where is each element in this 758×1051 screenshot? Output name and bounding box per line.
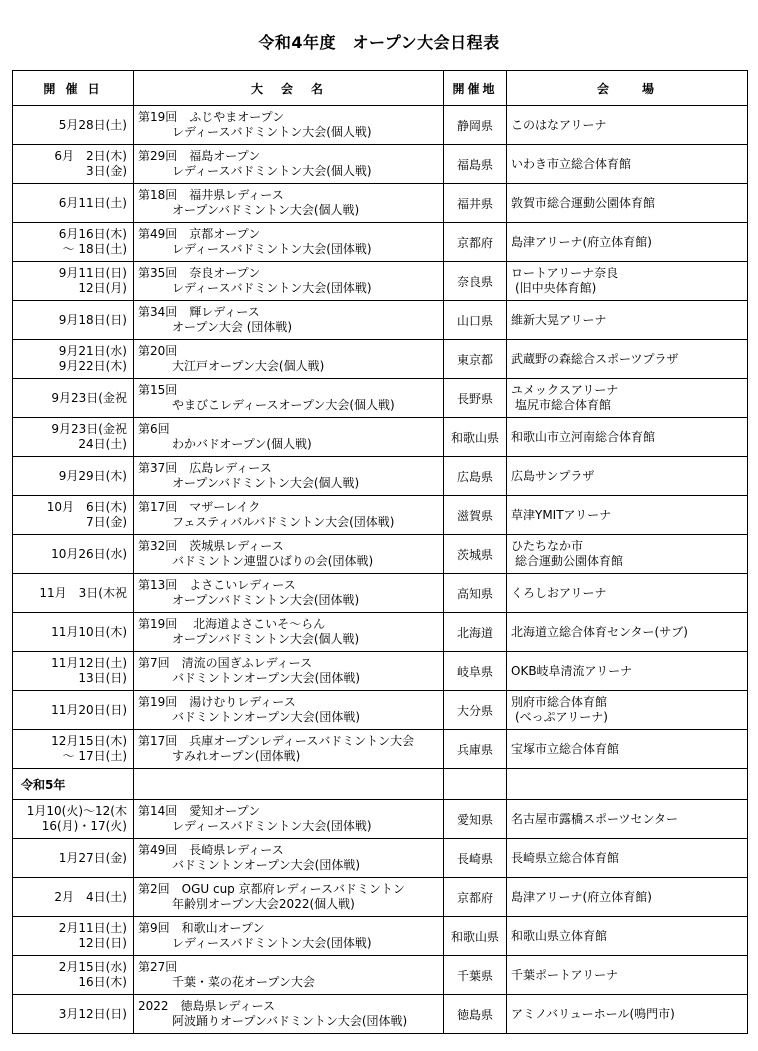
- event-name-cell-line: フェスティバルバドミントン大会(団体戦): [172, 515, 395, 529]
- venue-cell: [507, 535, 748, 574]
- event-name-cell-line: 千葉・菜の花オープン大会: [172, 975, 315, 989]
- table-row: [13, 652, 748, 691]
- date-cell-line: 24日(土): [78, 437, 127, 451]
- prefecture-cell: 滋賀県: [444, 496, 507, 535]
- date-cell-line: 1月27日(金): [58, 850, 127, 865]
- date-cell-line: 9月18日(日): [58, 312, 127, 327]
- date-cell: [13, 301, 134, 340]
- event-name-cell: [134, 574, 444, 613]
- venue-cell-line: 名古屋市露橋スポーツセンター: [511, 811, 679, 826]
- event-name-cell-line: 阿波踊りオープンバドミントン大会(団体戦): [172, 1014, 408, 1028]
- section-empty: [507, 769, 748, 800]
- date-cell: [13, 800, 134, 839]
- event-name-cell-line: 第49回 京都オープン: [138, 227, 261, 241]
- event-name-cell-line: 第9回 和歌山オープン: [138, 921, 265, 935]
- venue-cell-line: 島津アリーナ(府立体育館): [511, 234, 652, 249]
- event-name-cell: [134, 418, 444, 457]
- date-cell: [13, 379, 134, 418]
- venue-cell: [507, 223, 748, 262]
- venue-cell-line: 広島サンプラザ: [511, 468, 595, 483]
- section-row: [13, 769, 748, 800]
- table-row: [13, 496, 748, 535]
- table-row: [13, 800, 748, 839]
- date-cell-line: 9月23日(金祝: [51, 390, 127, 405]
- venue-cell: [507, 878, 748, 917]
- date-cell: [13, 457, 134, 496]
- event-name-cell: [134, 106, 444, 145]
- table-row: [13, 340, 748, 379]
- event-name-cell: [134, 956, 444, 995]
- events-2022: [13, 106, 748, 769]
- date-cell-line: 2月15日(水): [58, 960, 127, 974]
- schedule-table: [12, 70, 748, 1034]
- event-name-cell-line: レディースバドミントン大会(団体戦): [172, 936, 372, 950]
- prefecture-cell: 長野県: [444, 379, 507, 418]
- venue-cell: [507, 301, 748, 340]
- event-name-cell: [134, 839, 444, 878]
- event-name-cell-line: オープン大会 (団体戦): [172, 320, 293, 334]
- prefecture-cell: 愛知県: [444, 800, 507, 839]
- date-cell-line: 9月23日(金祝: [51, 422, 127, 436]
- event-name-cell-line: 第14回 愛知オープン: [138, 804, 261, 818]
- event-name-cell-line: 第19回 湯けむりレディース: [138, 695, 296, 709]
- prefecture-cell: 福島県: [444, 145, 507, 184]
- prefecture-cell: 大分県: [444, 691, 507, 730]
- prefecture-cell: 山口県: [444, 301, 507, 340]
- event-name-cell: [134, 262, 444, 301]
- event-name-cell: [134, 691, 444, 730]
- venue-cell: [507, 613, 748, 652]
- prefecture-cell: 和歌山県: [444, 917, 507, 956]
- event-name-cell-line: バドミントンオープン大会(団体戦): [172, 710, 361, 724]
- event-name-cell-line: レディースバドミントン大会(団体戦): [172, 281, 372, 295]
- table-row: [13, 301, 748, 340]
- venue-cell: [507, 106, 748, 145]
- event-name-cell: [134, 800, 444, 839]
- event-name-cell-line: レディースバドミントン大会(団体戦): [172, 819, 372, 833]
- venue-cell: [507, 800, 748, 839]
- venue-cell: [507, 839, 748, 878]
- prefecture-cell: 広島県: [444, 457, 507, 496]
- venue-cell-line: 塩尻市総合体育館: [515, 398, 612, 412]
- event-name-cell: [134, 145, 444, 184]
- event-name-cell-line: 第6回: [138, 422, 170, 436]
- section-label: 令和5年: [13, 769, 134, 800]
- venue-cell-line: ユメックスアリーナ: [511, 383, 619, 397]
- venue-cell-line: このはなアリーナ: [511, 117, 607, 132]
- page-title: 令和4年度 オープン大会日程表: [258, 33, 500, 52]
- table-row: [13, 223, 748, 262]
- event-name-cell: [134, 379, 444, 418]
- date-cell-line: 11月10日(木): [51, 624, 127, 639]
- date-cell: [13, 613, 134, 652]
- date-cell-line: ～ 17日(土): [62, 749, 127, 763]
- date-cell: [13, 106, 134, 145]
- date-cell-line: 7日(金): [86, 515, 127, 529]
- events-2023: [13, 800, 748, 1034]
- venue-cell: [507, 496, 748, 535]
- venue-cell-line: 和歌山県立体育館: [511, 928, 608, 943]
- venue-cell-line: 和歌山市立河南総合体育館: [511, 429, 656, 444]
- header-row: [13, 71, 748, 106]
- event-name-cell-line: 第37回 広島レディース: [138, 461, 272, 475]
- venue-cell: [507, 379, 748, 418]
- event-name-cell: [134, 652, 444, 691]
- date-cell-line: 9月11日(日): [58, 266, 127, 280]
- section-empty: [444, 769, 507, 800]
- venue-cell: [507, 691, 748, 730]
- event-name-cell: [134, 730, 444, 769]
- event-name-cell-line: 第7回 清流の国ぎふレディース: [138, 656, 313, 670]
- table-row: [13, 457, 748, 496]
- table-row: [13, 878, 748, 917]
- event-name-cell-line: レディースバドミントン大会(団体戦): [172, 242, 372, 256]
- event-name-cell-line: 第32回 茨城県レディース: [138, 539, 284, 553]
- prefecture-cell: 東京都: [444, 340, 507, 379]
- date-cell: [13, 535, 134, 574]
- date-cell: [13, 184, 134, 223]
- date-cell-line: 9月22日(木): [58, 359, 127, 373]
- venue-cell-line: (旧中央体育館): [515, 281, 597, 295]
- date-cell-line: 2月 4日(土): [54, 889, 127, 904]
- prefecture-cell: 北海道: [444, 613, 507, 652]
- date-cell-line: 11月20日(日): [51, 702, 127, 717]
- venue-cell: [507, 917, 748, 956]
- venue-cell-line: 敦賀市総合運動公園体育館: [511, 195, 656, 210]
- header-date: 開 催 日: [13, 71, 134, 106]
- date-cell: [13, 262, 134, 301]
- venue-cell: [507, 574, 748, 613]
- venue-cell-line: 千葉ポートアリーナ: [511, 967, 619, 982]
- venue-cell-line: 宝塚市立総合体育館: [511, 741, 620, 756]
- date-cell: [13, 691, 134, 730]
- header-venue: 会 場: [507, 71, 748, 106]
- date-cell: [13, 995, 134, 1034]
- date-cell-line: 3日(金): [86, 164, 127, 178]
- venue-cell-line: 北海道立総合体育センター(サブ): [511, 624, 688, 639]
- event-name-cell: [134, 613, 444, 652]
- venue-cell: [507, 262, 748, 301]
- venue-cell-line: いわき市立総合体育館: [511, 156, 632, 171]
- date-cell-line: 3月12日(日): [58, 1006, 127, 1021]
- venue-cell-line: 長崎県立総合体育館: [511, 850, 620, 865]
- prefecture-cell: 奈良県: [444, 262, 507, 301]
- venue-cell-line: 維新大晃アリーナ: [511, 312, 607, 327]
- event-name-cell: [134, 535, 444, 574]
- event-name-cell-line: 第20回: [138, 344, 178, 358]
- venue-cell: [507, 956, 748, 995]
- prefecture-cell: 岐阜県: [444, 652, 507, 691]
- date-cell-line: 13日(日): [78, 671, 127, 685]
- event-name-cell: [134, 496, 444, 535]
- event-name-cell: [134, 457, 444, 496]
- venue-cell: [507, 184, 748, 223]
- event-name-cell-line: 第2回 OGU cup 京都府レディースバドミントン: [138, 882, 405, 896]
- date-cell-line: 1月10(火)～12(木: [26, 804, 127, 818]
- date-cell: [13, 652, 134, 691]
- venue-cell: [507, 457, 748, 496]
- event-name-cell: [134, 184, 444, 223]
- prefecture-cell: 徳島県: [444, 995, 507, 1034]
- event-name-cell-line: 第15回: [138, 383, 178, 397]
- event-name-cell-line: 年齢別オープン大会2022(個人戦): [172, 897, 355, 911]
- venue-cell-line: 草津YMITアリーナ: [511, 507, 612, 522]
- venue-cell: [507, 652, 748, 691]
- prefecture-cell: 茨城県: [444, 535, 507, 574]
- event-name-cell-line: 第34回 輝レディース: [138, 305, 260, 319]
- event-name-cell-line: バドミントンオープン大会(団体戦): [172, 671, 361, 685]
- prefecture-cell: 静岡県: [444, 106, 507, 145]
- date-cell-line: 10月26日(水): [51, 546, 127, 561]
- date-cell-line: 6月11日(土): [58, 195, 127, 210]
- date-cell: [13, 839, 134, 878]
- event-name-cell-line: 大江戸オープン大会(個人戦): [172, 359, 325, 373]
- event-name-cell-line: 第49回 長崎県レディース: [138, 843, 284, 857]
- table-row: [13, 839, 748, 878]
- date-cell-line: 6月16日(木): [58, 227, 127, 241]
- date-cell: [13, 145, 134, 184]
- date-cell: [13, 496, 134, 535]
- table-row: [13, 956, 748, 995]
- table-row: [13, 917, 748, 956]
- date-cell: [13, 878, 134, 917]
- table-row: [13, 379, 748, 418]
- event-name-cell: [134, 223, 444, 262]
- date-cell-line: 5月28日(土): [58, 117, 127, 132]
- venue-cell-line: アミノバリューホール(鳴門市): [511, 1006, 675, 1021]
- event-name-cell-line: バドミントンオープン大会(団体戦): [172, 858, 361, 872]
- table-row: [13, 535, 748, 574]
- table-row: [13, 574, 748, 613]
- prefecture-cell: 福井県: [444, 184, 507, 223]
- date-cell-line: 9月21日(水): [58, 344, 127, 358]
- event-name-cell: [134, 995, 444, 1034]
- table-row: [13, 418, 748, 457]
- date-cell-line: 9月29日(木): [58, 468, 127, 483]
- venue-cell-line: (べっぷアリーナ): [515, 710, 608, 724]
- venue-cell-line: 武蔵野の森総合スポーツプラザ: [511, 351, 679, 366]
- date-cell-line: 11月 3日(木祝: [39, 585, 127, 600]
- date-cell-line: 6月 2日(木): [54, 149, 127, 163]
- event-name-cell-line: 第35回 奈良オープン: [138, 266, 261, 280]
- date-cell-line: 12日(日): [78, 936, 127, 950]
- date-cell-line: 10月 6日(木): [46, 500, 127, 514]
- table-row: [13, 613, 748, 652]
- table-row: [13, 145, 748, 184]
- header-pref: 開催地: [444, 71, 507, 106]
- event-name-cell-line: オープンバドミントン大会(個人戦): [172, 632, 360, 646]
- event-name-cell-line: オープンバドミントン大会(個人戦): [172, 476, 360, 490]
- date-cell-line: 12日(月): [78, 281, 127, 295]
- date-cell-line: 16日(木): [78, 975, 127, 989]
- prefecture-cell: 京都府: [444, 223, 507, 262]
- prefecture-cell: 千葉県: [444, 956, 507, 995]
- event-name-cell-line: オープンバドミントン大会(個人戦): [172, 203, 360, 217]
- table-row: [13, 262, 748, 301]
- section-2023: [13, 769, 748, 800]
- venue-cell-line: ロートアリーナ奈良: [511, 266, 619, 280]
- prefecture-cell: 兵庫県: [444, 730, 507, 769]
- event-name-cell-line: レディースバドミントン大会(個人戦): [172, 164, 372, 178]
- event-name-cell: [134, 878, 444, 917]
- date-cell-line: 12月15日(木): [51, 734, 127, 748]
- date-cell-line: 16(月)・17(火): [41, 819, 127, 833]
- date-cell: [13, 574, 134, 613]
- venue-cell-line: 島津アリーナ(府立体育館): [511, 889, 652, 904]
- venue-cell-line: 総合運動公園体育館: [515, 554, 624, 568]
- table-row: [13, 730, 748, 769]
- table-row: [13, 691, 748, 730]
- header-name: 大 会 名: [134, 71, 444, 106]
- event-name-cell-line: 第27回: [138, 960, 178, 974]
- event-name-cell-line: 第13回 よさこいレディース: [138, 578, 296, 592]
- event-name-cell: [134, 301, 444, 340]
- date-cell: [13, 340, 134, 379]
- venue-cell-line: OKB岐阜清流アリーナ: [511, 663, 633, 678]
- event-name-cell: [134, 340, 444, 379]
- table-row: [13, 106, 748, 145]
- prefecture-cell: 長崎県: [444, 839, 507, 878]
- date-cell: [13, 917, 134, 956]
- venue-cell-line: ひたちなか市: [511, 539, 584, 553]
- event-name-cell-line: わかバドオープン(個人戦): [172, 437, 312, 451]
- date-cell-line: 11月12日(土): [51, 656, 127, 670]
- date-cell: [13, 418, 134, 457]
- event-name-cell-line: すみれオープン(団体戦): [172, 749, 301, 763]
- event-name-cell-line: レディースバドミントン大会(個人戦): [172, 125, 372, 139]
- event-name-cell-line: 第19回 北海道よさこいそ～らん: [138, 617, 326, 631]
- event-name-cell-line: 第17回 兵庫オープンレディースバドミントン大会: [138, 734, 415, 748]
- event-name-cell-line: オープンバドミントン大会(団体戦): [172, 593, 360, 607]
- event-name-cell-line: 第18回 福井県レディース: [138, 188, 284, 202]
- venue-cell: [507, 418, 748, 457]
- venue-cell: [507, 995, 748, 1034]
- venue-cell-line: 別府市総合体育館: [511, 695, 608, 709]
- table-row: [13, 184, 748, 223]
- event-name-cell-line: 第19回 ふじやまオープン: [138, 110, 285, 124]
- venue-cell: [507, 730, 748, 769]
- venue-cell: [507, 145, 748, 184]
- venue-cell: [507, 340, 748, 379]
- event-name-cell-line: バドミントン連盟ひばりの会(団体戦): [172, 554, 374, 568]
- event-name-cell-line: 2022 徳島県レディース: [138, 999, 275, 1013]
- date-cell-line: ～ 18日(土): [62, 242, 127, 256]
- date-cell: [13, 730, 134, 769]
- prefecture-cell: 和歌山県: [444, 418, 507, 457]
- venue-cell-line: くろしおアリーナ: [511, 585, 607, 600]
- table-row: [13, 995, 748, 1034]
- date-cell: [13, 223, 134, 262]
- prefecture-cell: 京都府: [444, 878, 507, 917]
- event-name-cell: [134, 917, 444, 956]
- date-cell: [13, 956, 134, 995]
- event-name-cell-line: やまびこレディースオープン大会(個人戦): [172, 398, 395, 412]
- date-cell-line: 2月11日(土): [58, 921, 127, 935]
- section-empty: [134, 769, 444, 800]
- prefecture-cell: 高知県: [444, 574, 507, 613]
- event-name-cell-line: 第29回 福島オープン: [138, 149, 261, 163]
- event-name-cell-line: 第17回 マザーレイク: [138, 500, 261, 514]
